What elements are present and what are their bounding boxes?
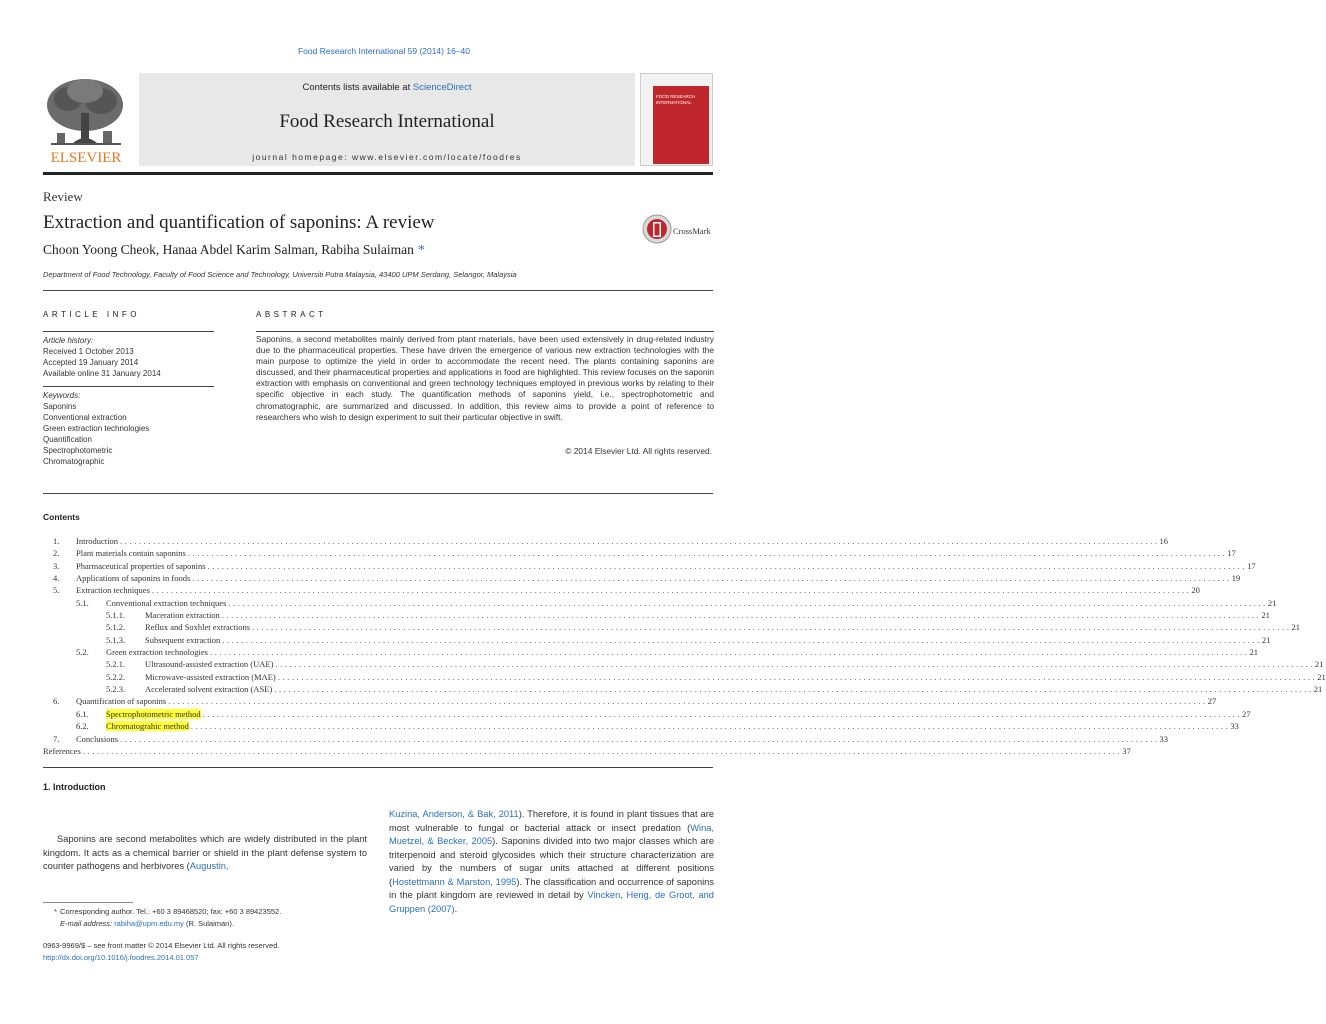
toc-entry-label[interactable]	[106, 708, 203, 720]
toc-entry-text: References	[43, 745, 81, 756]
toc-leader-dots: ............................................................................................................................................................................................................................	[275, 659, 1315, 670]
intro-text: ). The classification and occurrence of saponins in the plant kingdom are reviewed in detail by	[389, 876, 714, 900]
toc-entry-page: 27	[1207, 696, 1217, 707]
intro-right-column	[389, 808, 714, 916]
keyword: Saponins	[43, 402, 77, 411]
sciencedirect-link[interactable]: ScienceDirect	[412, 82, 472, 93]
toc-entry-text: Quantification of saponins	[76, 696, 167, 707]
toc-entry-label[interactable]	[76, 733, 120, 745]
toc-entry-label[interactable]	[145, 658, 275, 670]
toc-entry[interactable]: 6.1. Spectrophotometric method ............................................................................................................................................................................................................................ 27	[76, 708, 1251, 719]
toc-entry-label[interactable]	[76, 695, 168, 707]
keywords-divider	[43, 386, 214, 387]
affiliation-divider	[43, 290, 713, 291]
toc-leader-dots: ............................................................................................................................................................................................................................	[202, 708, 1243, 719]
toc-entry-page: 21	[1314, 659, 1324, 670]
toc-entry-label[interactable]	[106, 597, 228, 609]
toc-title: Contents	[43, 512, 80, 522]
toc-leader-dots: ............................................................................................................................................................................................................................	[82, 745, 1123, 756]
keywords-block	[43, 390, 214, 467]
toc-entry-text: Ultrasound-assisted extraction (UAE)	[145, 659, 274, 670]
toc-entry[interactable]: 5. Extraction techniques ............................................................................................................................................................................................................................ 20	[53, 585, 1200, 596]
toc-entry-label[interactable]	[145, 671, 278, 683]
email-name: (R. Sulaiman).	[183, 919, 234, 928]
keyword: Chromatographic	[43, 457, 105, 466]
toc-entry-label[interactable]	[145, 683, 274, 695]
corresponding-text: Corresponding author. Tel.: +60 3 89468520; fax: +60 3 89423552.	[60, 907, 282, 916]
crossmark-badge[interactable]	[642, 214, 714, 246]
toc-entry-page: 19	[1231, 573, 1241, 584]
toc-entry[interactable]: 6.2. Chromatograhic method ............................................................................................................................................................................................................................ 33	[76, 721, 1239, 732]
toc-leader-dots: ............................................................................................................................................................................................................................	[252, 622, 1292, 633]
email-note	[43, 918, 281, 930]
toc-entry-page: 21	[1317, 671, 1326, 682]
toc-leader-dots: ............................................................................................................................................................................................................................	[151, 585, 1192, 596]
toc-entry-text: Accelerated solvent extraction (ASE)	[145, 684, 273, 695]
toc-entry[interactable]: 6. Quantification of saponins ............................................................................................................................................................................................................................ 27	[53, 696, 1217, 707]
citation-link[interactable]: Wina, Muetzel, & Becker, 2005	[389, 822, 714, 846]
toc-entry-label[interactable]	[145, 621, 252, 633]
toc-entry-text: Chromatograhic method	[106, 721, 189, 732]
toc-entry[interactable]: 7. Conclusions ............................................................................................................................................................................................................................ 33	[53, 733, 1169, 744]
toc-leader-dots: ............................................................................................................................................................................................................................	[228, 597, 1268, 608]
toc-leader-dots: ............................................................................................................................................................................................................................	[190, 721, 1231, 732]
toc-entry-page: 21	[1261, 610, 1270, 621]
article-type: Review	[43, 189, 83, 204]
toc-entry[interactable]: 5.1.3. Subsequent extraction ............................................................................................................................................................................................................................ 21	[106, 634, 1271, 645]
toc-entry[interactable]: 5.2.2. Microwave-assisted extraction (MAE) ............................................................................................................................................................................................................................ 21	[106, 671, 1326, 682]
toc-entry-label[interactable]	[106, 646, 210, 658]
toc-entry-label[interactable]	[76, 560, 208, 572]
citation-link[interactable]: Kuzina, Anderson, & Bak, 2011	[389, 809, 519, 819]
toc-entry[interactable]: 2. Plant materials contain saponins ............................................................................................................................................................................................................................ 17	[53, 548, 1236, 559]
toc-entry-page: 17	[1227, 548, 1236, 559]
toc-leader-dots: ............................................................................................................................................................................................................................	[222, 634, 1262, 645]
toc-entry-label[interactable]	[145, 634, 222, 646]
intro-text: .	[454, 903, 458, 914]
toc-entry[interactable]: 5.2.3. Accelerated solvent extraction (ASE) ............................................................................................................................................................................................................................ 21	[106, 684, 1323, 695]
toc-leader-dots: ............................................................................................................................................................................................................................	[221, 610, 1262, 621]
toc-entry-label[interactable]	[76, 535, 120, 547]
toc-entry[interactable]: 1. Introduction ............................................................................................................................................................................................................................ 16	[53, 536, 1169, 546]
abstract-bottom-divider	[43, 493, 713, 494]
toc-entry-text: Reflux and Soxhlet extractions	[145, 622, 251, 633]
toc-entry-label[interactable]	[145, 609, 222, 621]
toc-entry-label[interactable]	[76, 572, 192, 584]
toc-entry-text: Spectrophotometric method	[106, 708, 201, 719]
abstract-heading: ABSTRACT	[256, 310, 327, 319]
toc-leader-dots: ............................................................................................................................................................................................................................	[120, 536, 1160, 546]
toc-entry-label[interactable]	[106, 720, 191, 732]
history-accepted: Accepted 19 January 2014	[43, 358, 139, 367]
toc-entry[interactable]	[43, 745, 1131, 757]
keyword: Conventional extraction	[43, 413, 127, 422]
toc-entry-text: Extraction techniques	[76, 585, 150, 596]
affiliation: Department of Food Technology, Faculty of Food Science and Technology, Universiti Putra Malaysia, 43400 UPM Serdang, Selangor, Malaysia	[43, 270, 517, 279]
journal-homepage[interactable]: journal homepage: www.elsevier.com/locate/foodres	[252, 152, 522, 162]
history-online: Available online 31 January 2014	[43, 369, 161, 378]
article-title: Extraction and quantification of saponins: A review	[43, 212, 435, 233]
toc-entry-page: 20	[1191, 585, 1200, 596]
toc-entry-text: Conventional extraction techniques	[106, 597, 227, 608]
corresponding-author-note	[43, 906, 281, 918]
table-of-contents	[43, 535, 1326, 757]
toc-leader-dots: ............................................................................................................................................................................................................................	[207, 560, 1248, 571]
toc-entry-label[interactable]	[76, 584, 152, 596]
citation-link[interactable]: Vincken, Heng, de Groot, and Gruppen (2007)	[389, 890, 714, 914]
journal-name: Food Research International	[279, 111, 495, 132]
history-label: Article history:	[43, 336, 94, 345]
corresponding-author-mark[interactable]: *	[417, 243, 425, 258]
keyword: Spectrophotometric	[43, 446, 113, 455]
keyword: Green extraction technologies	[43, 424, 150, 433]
toc-bottom-divider	[43, 767, 713, 768]
toc-entry-text: Introduction	[76, 536, 119, 546]
contents-available	[139, 82, 635, 93]
intro-text: Saponins are second metabolites which are widely distributed in the plant kingdom. It acts as a chemical barrier or shield in the plant defense system to counter pathogens and herbivores (	[43, 834, 367, 871]
elsevier-logo[interactable]	[43, 73, 129, 166]
footnote-divider	[43, 902, 133, 903]
intro-left-column	[43, 833, 367, 874]
toc-entry-label[interactable]	[76, 547, 188, 559]
intro-text: ). Saponins divided into two major classes which are triterpenoid and steroid glycosides which their structure characterization are varied by the numbers of sugar units attached at different positions (	[389, 836, 714, 887]
intro-text: ). Therefore, it is found in plant tissues that are most vulnerable to fungal or bacterial attack or insect predation (	[389, 809, 714, 833]
doi-link[interactable]: http://dx.doi.org/10.1016/j.foodres.2014.01.057	[43, 952, 199, 962]
journal-info-box	[139, 73, 635, 166]
article-history	[43, 335, 214, 379]
authors-text: Choon Yoong Cheok, Hanaa Abdel Karim Salman, Rabiha Sulaiman	[43, 242, 414, 257]
toc-leader-dots: ............................................................................................................................................................................................................................	[168, 696, 1208, 707]
toc-entry-page: 21	[1249, 647, 1258, 658]
cover-title: FOOD RESEARCH INTERNATIONAL	[656, 94, 696, 105]
toc-entry-page: 33	[1230, 721, 1239, 732]
copyright-notice: © 2014 Elsevier Ltd. All rights reserved.	[565, 446, 712, 456]
toc-entry[interactable]: 3. Pharmaceutical properties of saponins ............................................................................................................................................................................................................................ 17	[53, 560, 1256, 571]
introduction-heading: 1. Introduction	[43, 782, 106, 792]
toc-leader-dots: ............................................................................................................................................................................................................................	[277, 671, 1318, 682]
toc-entry-text: Plant materials contain saponins	[76, 548, 186, 559]
abstract-text: Saponins, a second metabolites mainly derived from plant materials, have been used extensively in drug-related industry due to the pharmaceutical properties. These have driven the emergence of various new extraction technologies with the main purpose to optimize the yield in order to accommodate the recent need. The plants containing saponins are discussed, and their pharmaceutical properties and applications in food are highlighted. This review focuses on the saponin extraction with emphasis on conventional and green technology techniques employed in previous works by relating to their specific objective in each study. The quantification methods of saponins yield, i.e., spectrophotometric and chromatographic, are summarized and discussed. In addition, this review aims to provide a point of reference to researchers who wish to design experiment to suit their particular objective in swift.	[256, 334, 714, 422]
toc-entry-page: 21	[1261, 634, 1271, 645]
toc-entry-text: Maceration extraction	[145, 610, 220, 621]
header-divider	[43, 172, 713, 175]
toc-leader-dots: ............................................................................................................................................................................................................................	[120, 733, 1160, 744]
history-received: Received 1 October 2013	[43, 347, 134, 356]
toc-entry-text: Pharmaceutical properties of saponins	[76, 560, 206, 571]
article-info-heading: ARTICLE INFO	[43, 310, 140, 319]
toc-entry[interactable]: 5.2.1. Ultrasound-assisted extraction (UAE) ............................................................................................................................................................................................................................ 21	[106, 659, 1324, 670]
toc-entry[interactable]: 5.1. Conventional extraction techniques ............................................................................................................................................................................................................................ 21	[76, 597, 1277, 608]
publisher-name: ELSEVIER	[50, 150, 122, 166]
crossmark-icon	[642, 214, 674, 246]
toc-entry-text: Conclusions	[76, 733, 119, 744]
email-label: E-mail address:	[60, 919, 115, 928]
author-list	[43, 242, 425, 259]
article-identifiers	[43, 940, 280, 963]
journal-header	[43, 73, 713, 166]
toc-entry[interactable]: 4. Applications of saponins in foods ............................................................................................................................................................................................................................ 19	[53, 573, 1241, 584]
toc-entry-page: 37	[1122, 745, 1131, 756]
journal-cover[interactable]	[640, 73, 713, 166]
toc-leader-dots: ............................................................................................................................................................................................................................	[187, 548, 1228, 559]
abstract-divider	[256, 331, 714, 332]
article-info-divider	[43, 331, 214, 332]
toc-entry-text: Green extraction technologies	[106, 647, 208, 658]
toc-entry-text: Applications of saponins in foods	[76, 573, 191, 584]
email-link[interactable]: rabiha@upm.edu.my	[114, 919, 184, 928]
footnote	[43, 906, 281, 930]
footnote-mark: *	[54, 907, 57, 916]
toc-entry-page: 33	[1159, 733, 1169, 744]
toc-entry[interactable]: 5.1.2. Reflux and Soxhlet extractions ............................................................................................................................................................................................................................ 21	[106, 622, 1301, 633]
toc-entry-page: 17	[1247, 560, 1256, 571]
toc-leader-dots: ............................................................................................................................................................................................................................	[209, 647, 1250, 658]
citation-link[interactable]: Hostettmann & Marston, 1995	[392, 876, 517, 887]
citation-link[interactable]: Augustin,	[189, 861, 229, 871]
keyword: Quantification	[43, 435, 92, 444]
toc-entry-text: Microwave-assisted extraction (MAE)	[145, 671, 276, 682]
crossmark-label: CrossMark	[673, 226, 711, 236]
keywords-label: Keywords:	[43, 391, 81, 400]
toc-entry[interactable]: 5.2. Green extraction technologies ............................................................................................................................................................................................................................ 21	[76, 647, 1258, 658]
issn-line: 0963-9969/$ – see front matter © 2014 Elsevier Ltd. All rights reserved.	[43, 941, 280, 950]
toc-entry-page: 21	[1267, 597, 1277, 608]
toc-entry-text: Subsequent extraction	[145, 634, 221, 645]
toc-entry-page: 21	[1291, 622, 1301, 633]
contents-prefix: Contents lists available at	[302, 82, 413, 93]
toc-leader-dots: ............................................................................................................................................................................................................................	[192, 573, 1232, 584]
toc-entry-page: 27	[1242, 708, 1251, 719]
toc-entry-page: 16	[1159, 536, 1169, 546]
journal-reference[interactable]: Food Research International 59 (2014) 16–40	[297, 46, 470, 56]
toc-entry-page: 21	[1313, 684, 1323, 695]
toc-entry[interactable]: 5.1.1. Maceration extraction ............................................................................................................................................................................................................................ 21	[106, 610, 1270, 621]
toc-leader-dots: ............................................................................................................................................................................................................................	[274, 684, 1314, 695]
toc-entry-label[interactable]	[43, 745, 83, 757]
